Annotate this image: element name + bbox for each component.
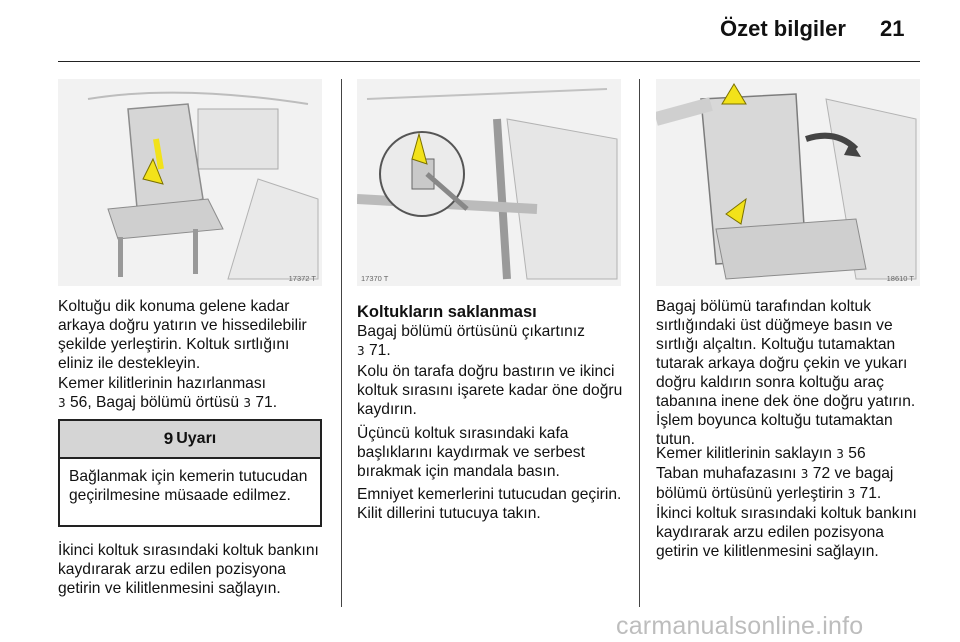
section-heading: Koltukların saklanması — [357, 303, 537, 321]
page-reference[interactable]: 72 ve bagaj bölümü örtüsünü yerleştirin — [656, 465, 894, 502]
column-divider — [341, 79, 342, 607]
instruction-paragraph: Bagaj bölümü tarafından koltuk sırtlığındaki üst düğmeye basın ve sırtlığı alçaltın. Koltuğu tutamaktan tutarak arkaya doğru çekin ve yukarı doğru kaldırın sonra koltuğu araç tabanına inene dek öne doğru yatırın. İşlem boyunca koltuğu tutamaktan tutun. — [656, 298, 916, 448]
instruction-paragraph: Kolu ön tarafa doğru bastırın ve ikinci koltuk sırasını işarete kadar öne doğru kaydırın. — [357, 363, 623, 418]
instruction-paragraph: İkinci koltuk sırasındaki koltuk bankını kaydırarak arzu edilen pozisyona getirin ve kilitlenmesini sağlayın. — [656, 505, 917, 560]
warning-header — [60, 421, 320, 459]
page-title: Özet bilgiler — [720, 16, 846, 41]
reference-arrow-icon: 3 — [847, 487, 856, 501]
page-reference[interactable]: 56 — [848, 445, 866, 462]
page-reference[interactable]: 71. — [859, 485, 882, 502]
reference-arrow-icon: 3 — [800, 467, 809, 481]
seat-illustration-2 — [357, 79, 621, 286]
reference-paragraph — [58, 374, 328, 413]
page-reference[interactable]: 71. — [255, 394, 278, 411]
reference-arrow-icon: 3 — [58, 396, 66, 410]
instruction-paragraph: Koltuğu dik konuma gelene kadar arkaya doğru yatırın ve hissedilebilir şekilde yerleştirin. Koltuk sırtlığını eliniz ile destekleyin. — [58, 298, 307, 372]
reference-paragraph — [656, 444, 926, 504]
reference-arrow-icon: 3 — [836, 447, 844, 461]
reference-paragraph — [357, 322, 627, 361]
instruction-paragraph: Emniyet kemerlerini tutucudan geçirin. Kilit dillerini tutucuya takın. — [357, 486, 622, 522]
paragraph-text: Bagaj bölümü örtüsünü çıkartınız — [357, 323, 585, 340]
warning-icon: 9 — [163, 429, 174, 448]
figure-id: 18610 T — [886, 274, 914, 283]
instruction-paragraph: İkinci koltuk sırasındaki koltuk bankını kaydırarak arzu edilen pozisyona getirin ve kilitlenmesini sağlayın. — [58, 542, 319, 597]
figure-id: 17372 T — [288, 274, 316, 283]
instruction-paragraph: Üçüncü koltuk sırasındaki kafa başlıklarını kaydırmak ve serbest bırakmak için mandala basın. — [357, 425, 585, 480]
reference-arrow-icon: 3 — [243, 396, 252, 410]
header-divider — [58, 61, 920, 62]
page-number: 21 — [880, 16, 905, 41]
paragraph-text: Taban muhafazasını — [656, 465, 797, 482]
watermark: carmanualsonline.info — [616, 612, 864, 640]
column-divider — [639, 79, 640, 607]
page-reference[interactable]: 56, Bagaj bölümü örtüsü — [69, 394, 240, 411]
warning-text: Bağlanmak için kemerin tutucudan geçirilmesine müsaade edilmez. — [69, 468, 308, 504]
warning-box — [58, 419, 322, 527]
paragraph-text: Kemer kilitlerinin hazırlanması — [58, 375, 266, 392]
warning-title: Uyarı — [176, 430, 217, 447]
seat-illustration-1 — [58, 79, 322, 286]
seat-illustration-3 — [656, 79, 920, 286]
paragraph-text: Kemer kilitlerinin saklayın — [656, 445, 832, 462]
reference-arrow-icon: 3 — [357, 344, 365, 358]
figure-id: 17370 T — [361, 274, 389, 283]
page-reference[interactable]: 71. — [368, 342, 391, 359]
